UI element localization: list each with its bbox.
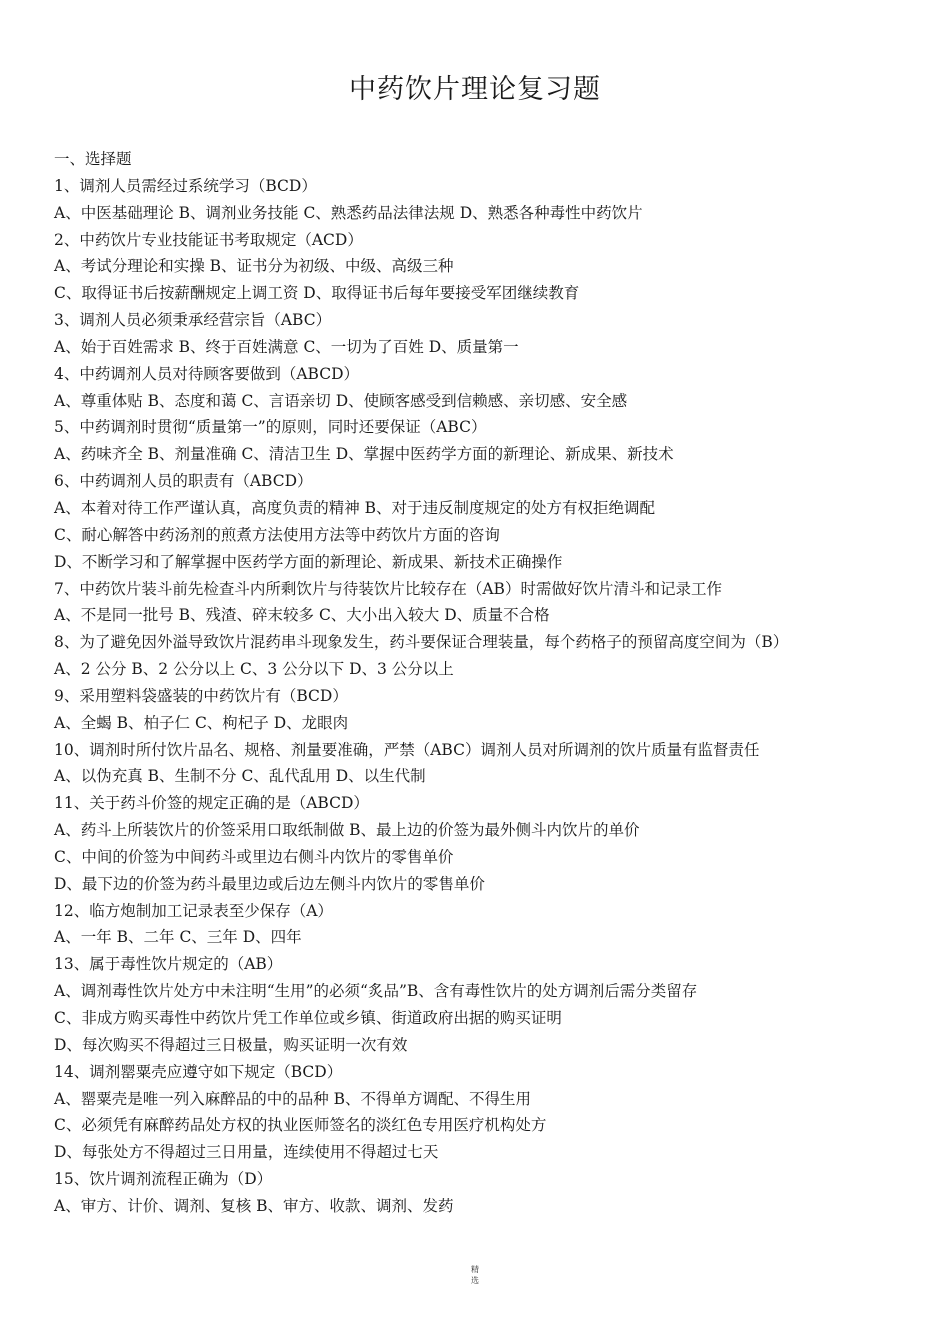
document-line: 8、为了避免因外溢导致饮片混药串斗现象发生，药斗要保证合理装量，每个药格子的预留高度空间为（B） <box>54 633 789 652</box>
document-line: 12、临方炮制加工记录表至少保存（A） <box>54 901 333 920</box>
document-line: A、始于百姓需求 B、终于百姓满意 C、一切为了百姓 D、质量第一 <box>54 337 519 356</box>
document-line: 14、调剂罂粟壳应遵守如下规定（BCD） <box>54 1062 343 1081</box>
footer-line-1: 精 <box>471 1265 479 1274</box>
document-body <box>54 146 934 1220</box>
document-line: C、耐心解答中药汤剂的煎煮方法使用方法等中药饮片方面的咨询 <box>54 525 500 544</box>
document-line: 2、中药饮片专业技能证书考取规定（ACD） <box>54 230 363 249</box>
document-line: C、必须凭有麻醉药品处方权的执业医师签名的淡红色专用医疗机构处方 <box>54 1116 547 1135</box>
document-line: A、不是同一批号 B、残渣、碎末较多 C、大小出入较大 D、质量不合格 <box>54 606 550 625</box>
document-line: 1、调剂人员需经过系统学习（BCD） <box>54 176 317 195</box>
document-line: D、最下边的价签为药斗最里边或后边左侧斗内饮片的零售单价 <box>54 874 485 893</box>
document-line: C、中间的价签为中间药斗或里边右侧斗内饮片的零售单价 <box>54 847 454 866</box>
document-line: 11、关于药斗价签的规定正确的是（ABCD） <box>54 794 369 813</box>
document-line: A、本着对待工作严谨认真，高度负责的精神 B、对于违反制度规定的处方有权拒绝调配 <box>54 498 656 517</box>
document-line: 5、中药调剂时贯彻“质量第一”的原则，同时还要保证（ABC） <box>54 418 487 437</box>
document-line: 一、选择题 <box>54 150 132 168</box>
document-line: A、以伪充真 B、生制不分 C、乱代乱用 D、以生代制 <box>54 767 426 786</box>
document-line: A、全蝎 B、柏子仁 C、枸杞子 D、龙眼肉 <box>54 713 349 732</box>
document-line: A、药味齐全 B、剂量准确 C、清洁卫生 D、掌握中医药学方面的新理论、新成果、新技术 <box>54 445 674 464</box>
document-line: 15、饮片调剂流程正确为（D） <box>54 1170 273 1189</box>
document-line: 7、中药饮片装斗前先检查斗内所剩饮片与待装饮片比较存在（AB）时需做好饮片清斗和记录工作 <box>54 579 722 598</box>
document-line: A、一年 B、二年 C、三年 D、四年 <box>54 928 302 947</box>
document-line: A、中医基础理论 B、调剂业务技能 C、熟悉药品法律法规 D、熟悉各种毒性中药饮片 <box>54 203 643 222</box>
document-line: D、不断学习和了解掌握中医药学方面的新理论、新成果、新技术正确操作 <box>54 552 563 571</box>
document-line: 4、中药调剂人员对待顾客要做到（ABCD） <box>54 364 360 383</box>
document-line: A、审方、计价、调剂、复核 B、审方、收款、调剂、发药 <box>54 1196 454 1215</box>
page-footer <box>0 1264 950 1286</box>
document-line: A、罂粟壳是唯一列入麻醉品的中的品种 B、不得单方调配、不得生用 <box>54 1089 532 1108</box>
document-line: A、药斗上所装饮片的价签采用口取纸制做 B、最上边的价签为最外侧斗内饮片的单价 <box>54 821 640 840</box>
page-title: 中药饮片理论复习题 <box>349 74 601 105</box>
document-line: 9、采用塑料袋盛装的中药饮片有（BCD） <box>54 686 348 705</box>
document-line: A、调剂毒性饮片处方中未注明“生用”的必须“炙品”B、含有毒性饮片的处方调剂后需分类留存 <box>54 982 698 1001</box>
document-line: D、每次购买不得超过三日极量，购买证明一次有效 <box>54 1035 408 1054</box>
document-line: D、每张处方不得超过三日用量，连续使用不得超过七天 <box>54 1143 439 1162</box>
document-line: A、考试分理论和实操 B、证书分为初级、中级、高级三种 <box>54 257 454 276</box>
document-line: 6、中药调剂人员的职责有（ABCD） <box>54 472 313 491</box>
document-line: C、非成方购买毒性中药饮片凭工作单位或乡镇、街道政府出据的购买证明 <box>54 1009 562 1027</box>
document-line: C、取得证书后按薪酬规定上调工资 D、取得证书后每年要接受军团继续教育 <box>54 284 580 303</box>
footer-line-2: 选 <box>471 1276 479 1285</box>
document-line: 10、调剂时所付饮片品名、规格、剂量要准确，严禁（ABC）调剂人员对所调剂的饮片质量有监督责任 <box>54 740 760 759</box>
document-line: 13、属于毒性饮片规定的（AB） <box>54 955 283 974</box>
document-line: A、尊重体贴 B、态度和蔼 C、言语亲切 D、使顾客感受到信赖感、亲切感、安全感 <box>54 391 628 410</box>
document-line: 3、调剂人员必须秉承经营宗旨（ABC） <box>54 311 332 330</box>
document-line: A、2 公分 B、2 公分以上 C、3 公分以下 D、3 公分以上 <box>54 660 454 679</box>
